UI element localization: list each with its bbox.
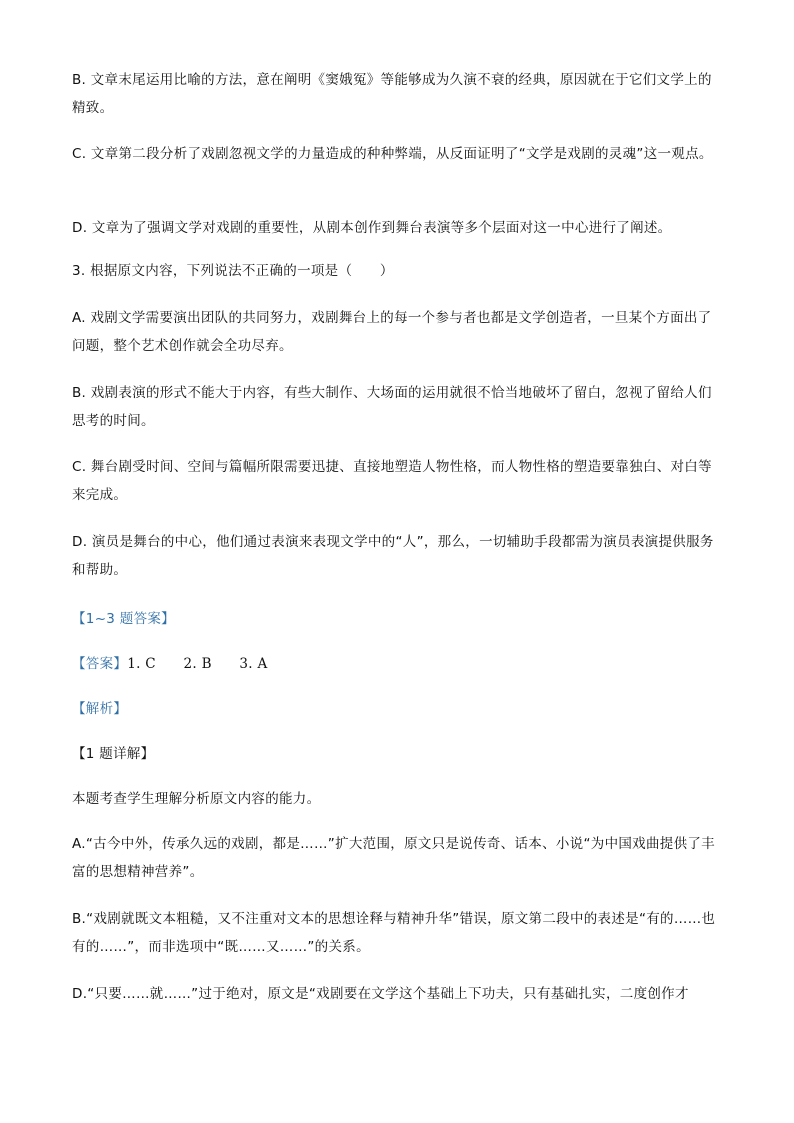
option-b-q2: B. 文章末尾运用比喻的方法，意在阐明《窦娥冤》等能够成为久演不衰的经典，原因就在于它们文学上的精致。 (72, 72, 712, 116)
detail-heading: 【1 题详解】 (72, 746, 155, 762)
explanation-d: D.“只要……就……”过于绝对，原文是“戏剧要在文学这个基础上下功夫，只有基础扎实，二度创作才 (72, 986, 689, 1002)
option-c-q3: C. 舞台剧受时间、空间与篇幅所限需要迅捷、直接地塑造人物性格，而人物性格的塑造要靠独白、对白等来完成。 (72, 459, 712, 503)
option-b-q3: B. 戏剧表演的形式不能大于内容，有些大制作、大场面的运用就很不恰当地破坏了留白，忽视了留给人们思考的时间。 (72, 385, 712, 429)
answer-values: 1. C 2. B 3. A (127, 656, 268, 672)
option-a-q3: A. 戏剧文学需要演出团队的共同努力，戏剧舞台上的每一个参与者也都是文学创造者，一旦某个方面出了问题，整个艺术创作就会全功尽弃。 (72, 310, 712, 354)
question-3: 3. 根据原文内容，下列说法不正确的一项是（ ） (72, 263, 394, 279)
answer-label: 【答案】 (72, 656, 128, 672)
answer-line (72, 650, 722, 678)
answer-heading: 【1~3 题答案】 (72, 611, 175, 627)
analysis-heading: 【解析】 (72, 701, 128, 717)
detail-intro: 本题考查学生理解分析原文内容的能力。 (72, 791, 321, 807)
option-d-q3: D. 演员是舞台的中心，他们通过表演来表现文学中的“人”，那么，一切辅助手段都需为演员表演提供服务和帮助。 (72, 534, 714, 578)
explanation-b: B.“戏剧就既文本粗糙，又不注重对文本的思想诠释与精神升华”错误，原文第二段中的表述是“有的……也有的……”，而非选项中“既……又……”的关系。 (72, 911, 716, 955)
option-d-q2: D. 文章为了强调文学对戏剧的重要性，从剧本创作到舞台表演等多个层面对这一中心进行了阐述。 (72, 220, 672, 236)
explanation-a: A.“古今中外，传承久远的戏剧，都是……”扩大范围，原文只是说传奇、话本、小说“为中国戏曲提供了丰富的思想精神营养”。 (72, 836, 715, 880)
option-c-q2: C. 文章第二段分析了戏剧忽视文学的力量造成的种种弊端，从反面证明了“文学是戏剧的灵魂”这一观点。 (72, 146, 713, 162)
